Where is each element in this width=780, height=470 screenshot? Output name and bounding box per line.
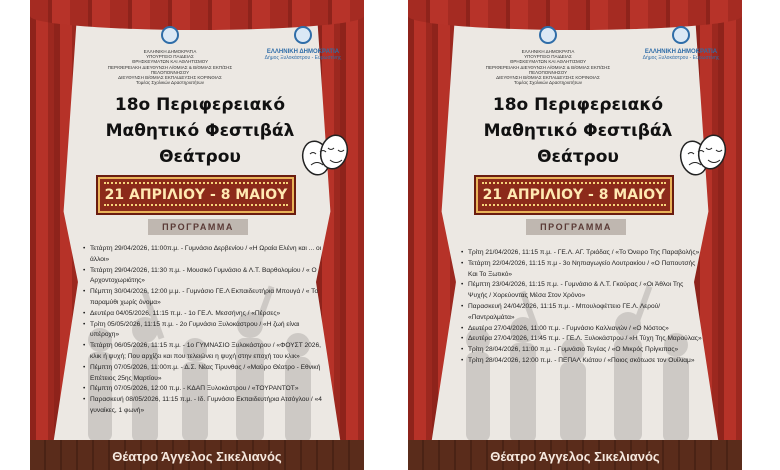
list-item: • Παρασκευή 24/04/2026, 11:15 π.μ. - Μπουλοφέττειο ΓΕ.Λ. Λερού/ «Παντραλμάτα»: [462, 302, 704, 324]
venue-name: Θέατρο Άγγελος Σικελιανός: [112, 449, 282, 464]
list-item: • Τρίτη 05/05/2026, 11:15 π.μ. - 2ο Γυμνάσιο Ξυλοκάστρου / «Η ζωή είναι υπέροχη»: [84, 320, 326, 342]
title-line: Μαθητικό Φεστιβάλ: [483, 121, 673, 141]
title-line: 18ο Περιφερειακό: [114, 95, 286, 115]
ministry-line: ΠΕΛΟΠΟΝΝΗΣΟΥ: [528, 69, 568, 75]
list-item: • Δευτέρα 04/05/2026, 11:15 π.μ. - 1ο ΓΕ.Λ. Μεσσήνης / «Πέρσες»: [84, 309, 326, 320]
poster-left: [30, 0, 364, 470]
municipality-title: ΕΛΛΗΝΙΚΗ ΔΗΜΟΚΡΑΤΙΑ: [266, 49, 340, 55]
ministry-logo: [100, 26, 240, 85]
date-banner: [476, 177, 672, 213]
theatre-masks-icon: [298, 132, 352, 182]
list-item: • Τετάρτη 22/04/2026, 11:15 π.μ - 3ο Νηπιαγωγείο Λουτρακίου / «Ο Παπουτσής Και Το Ξωτικό»: [462, 259, 704, 281]
ministry-line: ΠΕΡΙΦΕΡΕΙΑΚΗ ΔΙΕΥΘΥΝΣΗ Α/ΘΜΙΑΣ & Β/ΘΜΙΑΣ ΕΚΠ/ΣΗΣ: [107, 64, 233, 70]
list-item: • Τετάρτη 06/05/2026, 11:15 π.μ. - 1ο ΓΥΜΝΑΣΙΟ Ξυλοκάστρου / «ΦΟΥΣΤ 2026, κλικ ή ψυχή; Που αρχίζει και που τελειώνει η ψυχή στην εποχή του κλικ»: [84, 341, 326, 363]
ministry-line: ΔΙΕΥΘΥΝΣΗ Β/ΘΜΙΑΣ ΕΚΠΑΙΔΕΥΣΗΣ ΚΟΡΙΝΘΙΑΣ: [118, 75, 222, 81]
list-item: • Παρασκευή 08/05/2026, 11:15 π.μ. - Ιδ. Γυμνάσιο Εκπαιδευτήρια Ατσόγλου / «4 γυναίκες, 1 φωνή»: [84, 395, 326, 417]
ministry-line: ΕΛΛΗΝΙΚΗ ΔΗΜΟΚΡΑΤΙΑ: [143, 49, 197, 54]
list-item: • Πέμπτη 23/04/2026, 11:15 π.μ. - Γυμνάσιο & Λ.Τ. Γκούρας / «Οι Άθλοι Της Ψυχής / Χορεύοντας Μέσα Στον Χρόνο»: [462, 280, 704, 302]
ministry-line: ΠΕΡΙΦΕΡΕΙΑΚΗ ΔΙΕΥΘΥΝΣΗ Α/ΘΜΙΑΣ & Β/ΘΜΙΑΣ ΕΚΠ/ΣΗΣ: [485, 64, 611, 70]
title-line: Μαθητικό Φεστιβάλ: [105, 121, 295, 141]
municipality-emblem-icon: [672, 26, 690, 44]
list-item: • Τετάρτη 29/04/2026, 11:00π.μ. - Γυμνάσιο Δερβενίου / «Η Ωραία Ελένη και ... οι άλλοι»: [84, 244, 326, 266]
municipality-logo: [248, 26, 358, 61]
municipality-logo: [626, 26, 736, 61]
list-item: • Πέμπτη 07/05/2026, 11:00π.μ. - Δ.Σ. Νέας Τίρυνθας / «Μαύρο Θέατρο - Εθνική Επέτειος 25ης Μαρτίου»: [84, 363, 326, 385]
list-item: • Δευτέρα 27/04/2026, 11:00 π.μ. - Γυμνάσιο Καλλιανών / «Ο Νόστος»: [462, 324, 704, 335]
title-line: Θεάτρου: [159, 147, 241, 167]
event-list: [76, 244, 326, 417]
ministry-line: ΘΡΗΣΚΕΥΜΑΤΩΝ ΚΑΙ ΑΘΛΗΤΙΣΜΟΥ: [131, 59, 209, 65]
program-label: ΠΡΟΓΡΑΜΜΑ: [148, 219, 248, 235]
title-line: 18ο Περιφερειακό: [492, 95, 664, 115]
ministry-emblem-icon: [161, 26, 179, 44]
ministry-line: ΘΡΗΣΚΕΥΜΑΤΩΝ ΚΑΙ ΑΘΛΗΤΙΣΜΟΥ: [509, 59, 587, 65]
date-range: 21 ΑΠΡΙΛΙΟΥ - 8 ΜΑΙΟΥ: [104, 187, 288, 203]
program-label: ΠΡΟΓΡΑΜΜΑ: [526, 219, 626, 235]
event-list: [454, 248, 704, 367]
list-item: • Τρίτη 21/04/2026, 11:15 π.μ. - ΓΕ.Λ. ΑΓ. Τριάδας / «Το Όνειρο Της Παραβολής»: [462, 248, 704, 259]
municipality-subtitle: Δήμος Ξυλοκάστρου - Ευρωστίνης: [642, 55, 720, 61]
marquee-lights-top: [104, 182, 288, 186]
ministry-emblem-icon: [539, 26, 557, 44]
marquee-lights-top: [482, 182, 666, 186]
municipality-emblem-icon: [294, 26, 312, 44]
venue-name: Θέατρο Άγγελος Σικελιανός: [490, 449, 660, 464]
list-item: • Τετάρτη 29/04/2026, 11:30 π.μ. - Μουσικό Γυμνάσιο & Λ.Τ. Βαρθολομίου / « Ο Αρχοντοχωριάτης»: [84, 266, 326, 288]
list-item: • Πέμπτη 30/04/2026, 12:00 μ.μ. - Γυμνάσιο ΓΕ.Λ Εκπαιδευτήρια Μπουγά / « Το παραμύθι χωρίς όνομα»: [84, 287, 326, 309]
list-item: • Δευτέρα 27/04/2026, 11:45 π.μ. - ΓΕ.Λ. Ξυλοκάστρου / «Η Τύχη Της Μαρούλας»: [462, 334, 704, 345]
date-range: 21 ΑΠΡΙΛΙΟΥ - 8 ΜΑΙΟΥ: [482, 187, 666, 203]
ministry-line: ΥΠΟΥΡΓΕΙΟ ΠΑΙΔΕΙΑΣ: [524, 54, 572, 60]
ministry-line: Τομέας Σχολικών Δραστηριοτήτων: [135, 80, 204, 86]
marquee-lights-bottom: [104, 204, 288, 208]
ministry-line: ΕΛΛΗΝΙΚΗ ΔΗΜΟΚΡΑΤΙΑ: [521, 49, 575, 54]
ministry-line: ΔΙΕΥΘΥΝΣΗ Β/ΘΜΙΑΣ ΕΚΠΑΙΔΕΥΣΗΣ ΚΟΡΙΝΘΙΑΣ: [496, 75, 600, 81]
municipality-subtitle: Δήμος Ξυλοκάστρου - Ευρωστίνης: [264, 55, 342, 61]
date-banner: [98, 177, 294, 213]
list-item: • Πέμπτη 07/05/2026, 12:00 π.μ. - ΚΔΑΠ Ξυλοκάστρου / «ΤΟΥΡΑΝΤΟΤ»: [84, 384, 326, 395]
ministry-line: ΥΠΟΥΡΓΕΙΟ ΠΑΙΔΕΙΑΣ: [146, 54, 194, 60]
ministry-line: ΠΕΛΟΠΟΝΝΗΣΟΥ: [150, 69, 190, 75]
poster-right: [408, 0, 742, 470]
ministry-line: Τομέας Σχολικών Δραστηριοτήτων: [513, 80, 582, 86]
list-item: • Τρίτη 28/04/2026, 11:00 π.μ. - Γυμνάσιο Τεγέας / «Ο Μικρός Πρίγκιπας»: [462, 345, 704, 356]
marquee-lights-bottom: [482, 204, 666, 208]
title-line: Θεάτρου: [537, 147, 619, 167]
festival-title: [90, 92, 310, 170]
festival-title: [468, 92, 688, 170]
logos-row: [30, 26, 364, 84]
theatre-masks-icon: [676, 132, 730, 182]
ministry-logo: [478, 26, 618, 85]
list-item: • Τρίτη 28/04/2026, 12:00 π.μ. - ΠΕΠΑΛ Κιάτου / «Ποιος σκότωσε τον Ουίλιαμ»: [462, 356, 704, 367]
logos-row: [408, 26, 742, 84]
municipality-title: ΕΛΛΗΝΙΚΗ ΔΗΜΟΚΡΑΤΙΑ: [644, 49, 718, 55]
